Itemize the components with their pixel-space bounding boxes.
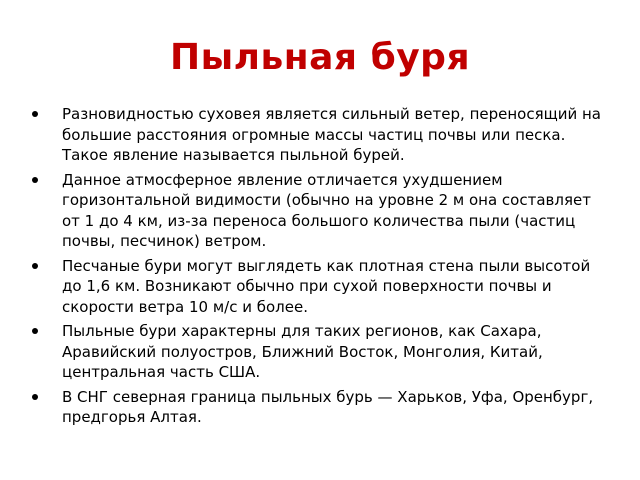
bullet-item — [30, 387, 610, 428]
bullet-dot-icon — [32, 328, 38, 334]
bullet-dot-icon — [32, 111, 38, 117]
slide-title: Пыльная буря — [169, 37, 471, 78]
bullet-dot-icon — [32, 177, 38, 183]
bullet-dot-icon — [32, 394, 38, 400]
bullet-text: В СНГ северная граница пыльных бурь — Харьков, Уфа, Оренбург, предгорья Алтая. — [62, 387, 594, 426]
bullet-dot-icon — [32, 263, 38, 269]
bullet-item — [30, 256, 610, 318]
bullet-text: Пыльные бури характерны для таких регионов, как Сахара, Аравийский полуостров, Ближний Восток, Монголия, Китай, центральная часть США. — [62, 322, 543, 381]
bullet-text: Данное атмосферное явление отличается ухудшением горизонтальной видимости (обычно на уровне 2 м она составляет от 1 до 4 км, из-за переноса большого количества пыли (частиц почвы, песчинок) ветром. — [62, 170, 591, 250]
bullet-item — [30, 321, 610, 383]
bullet-list — [30, 104, 610, 432]
bullet-item — [30, 170, 610, 252]
bullet-text: Разновидностью суховея является сильный ветер, переносящий на большие расстояния огромные массы частиц почвы или песка. Такое явление называется пыльной бурей. — [62, 105, 601, 164]
bullet-item — [30, 104, 610, 166]
bullet-text: Песчаные бури могут выглядеть как плотная стена пыли высотой до 1,6 км. Возникают обычно при сухой поверхности почвы и скорости ветра 10 м/с и более. — [62, 256, 591, 316]
